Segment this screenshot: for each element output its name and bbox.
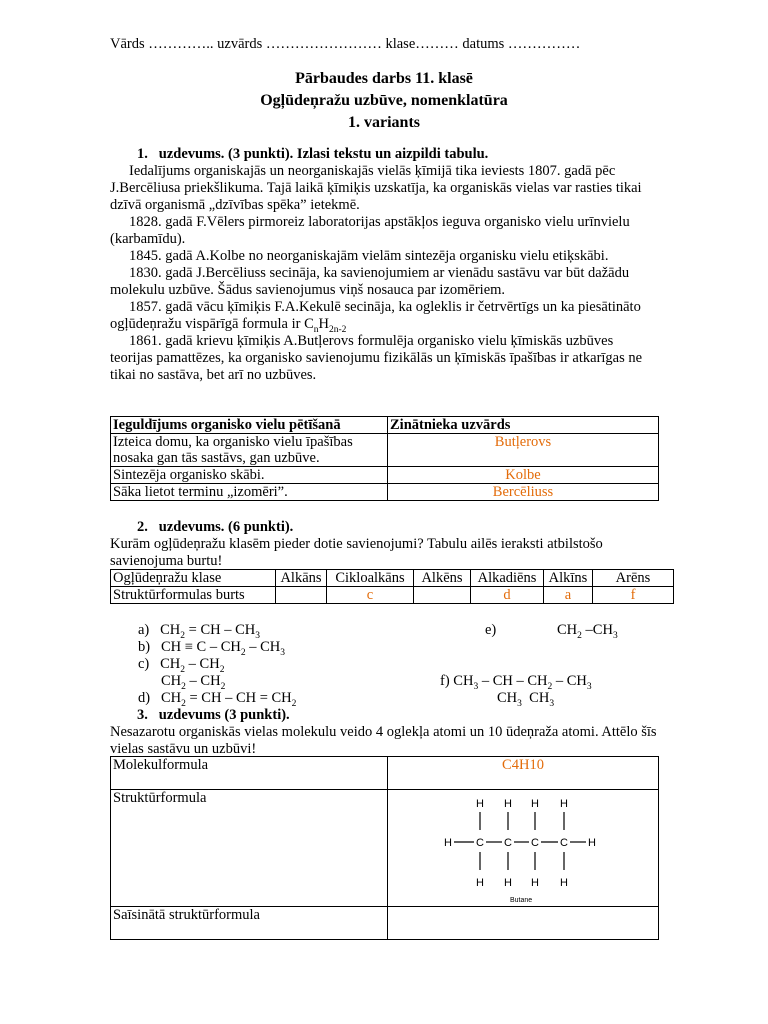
test-title-block	[0, 68, 768, 134]
class-alkyne: Alkīns	[544, 570, 593, 587]
contribution-cell: Sintezēja organisko skābi.	[111, 467, 388, 484]
task2-section	[110, 519, 658, 570]
task3-heading	[110, 707, 658, 724]
task2-row-label-class: Ogļūdeņražu klase	[111, 570, 276, 587]
class-arene: Arēns	[593, 570, 674, 587]
scientist-answer-cell[interactable]: Butļerovs	[388, 434, 659, 467]
option-f-line2: $CH_3$ $CH_3$	[497, 690, 555, 709]
task1-table-header	[111, 417, 659, 434]
atom-h: H	[504, 877, 512, 889]
task1-paragraph-5-text: 1857. gadā vācu ķīmiķis F.A.Kekulē secināja, ka ogleklis ir četrvērtīgs un ka piesātināto ogļūdeņražu vispārīgā formula ir	[110, 299, 641, 332]
test-subtitle: Ogļūdeņražu uzbūve, nomenklatūra	[260, 92, 508, 109]
atom-c: C	[476, 837, 484, 849]
contribution-cell: Izteica domu, ka organisko vielu īpašības nosaka gan tās sastāvs, gan uzbūve.	[111, 434, 388, 467]
option-b: b) CH ≡ C – $CH_2 - CH_3$	[138, 639, 286, 658]
task1-paragraph-3: 1845. gadā A.Kolbe no neorganiskajām vielām sintezēja organisku vielu etiķskābi.	[129, 248, 609, 264]
test-variant: 1. variants	[348, 114, 420, 131]
task1-paragraph-5	[110, 299, 658, 333]
task1-header-scientist: Zinātnieka uzvārds	[388, 417, 659, 434]
atom-h: H	[476, 798, 484, 810]
atom-c: C	[560, 837, 568, 849]
condensed-formula-answer[interactable]	[388, 907, 659, 940]
task1-paragraph-2: 1828. gadā F.Vēlers pirmoreiz laboratorijas apstākļos ieguva organisko vielu urīnvielu (karbamīdu).	[110, 214, 630, 247]
option-e: e) $CH_2$ $-CH_3$	[485, 622, 618, 641]
atom-h: H	[444, 837, 452, 849]
student-info-line	[110, 36, 670, 53]
task3-label-structural: Struktūrformula	[111, 790, 388, 907]
general-formula: $C_nH_{2n-2}$	[304, 316, 347, 335]
student-info-text: Vārds ………….. uzvārds …………………… klase……… datums ……………	[110, 36, 581, 52]
task1-title: uzdevums. (3 punkti). Izlasi tekstu un aizpildi tabulu.	[158, 146, 489, 162]
class-cycloalkane: Cikloalkāns	[327, 570, 414, 587]
task3-number: 3.	[137, 707, 148, 723]
task3-title: uzdevums (3 punkti).	[158, 707, 290, 723]
task2-title: uzdevums. (6 punkti).	[158, 519, 294, 535]
contribution-cell: Sāka lietot terminu „izomēri”.	[111, 484, 388, 501]
task1-paragraph-1: Iedalījums organiskajās un neorganiskajās vielās ķīmijā tika ieviests 1807. gadā pēc J.Bercēliusa priekšlikuma. Tajā laikā ķīmiķis uzskatīja, ka organiskās vielas var rasties tikai dzīvā organismā „dzīvības spēka” ietekmē.	[110, 163, 642, 213]
task3-section	[110, 707, 658, 758]
atom-h: H	[531, 877, 539, 889]
task1-header-contribution: Ieguldījums organisko vielu pētīšanā	[111, 417, 388, 434]
option-c-line2: $CH_2 - CH_2$	[161, 673, 226, 692]
table-row	[111, 484, 659, 501]
option-c: c) $CH_2 - CH_2$	[138, 656, 225, 675]
task3-row-molecular	[111, 757, 659, 790]
task3-label-molecular: Molekulformula	[111, 757, 388, 790]
class-alkene: Alkēns	[414, 570, 471, 587]
option-d: d) $CH_2$ = CH – CH = $CH_2$	[138, 690, 297, 709]
table-row	[111, 467, 659, 484]
task1-paragraph-4: 1830. gadā J.Bercēliuss secināja, ka savienojumiem ar vienādu sastāvu var būt dažādu molekulu uzbūve. Šādus savienojumus viņš nosauca par izomēriem.	[110, 265, 630, 298]
task2-answer-row	[111, 587, 674, 604]
table-row	[111, 434, 659, 467]
scientist-answer-cell[interactable]: Kolbe	[388, 467, 659, 484]
task3-row-condensed	[111, 907, 659, 940]
molecular-formula-answer[interactable]: C4H10	[388, 757, 659, 790]
option-a: a) $CH_2$ = CH – $CH_3$	[138, 622, 261, 641]
atom-h: H	[504, 798, 512, 810]
atom-c: C	[531, 837, 539, 849]
answer-alkadiene[interactable]: d	[471, 587, 544, 604]
task1-paragraph-6: 1861. gadā krievu ķīmiķis A.Butļerovs formulēja organisko vielu ķīmiskās uzbūves teorijas pamattēzes, ka organisko savienojumu fizikālās un ķīmiskās īpašības ir atkarīgas ne tikai no sastāva, bet arī no uzbūves.	[110, 333, 643, 383]
atom-h: H	[531, 798, 539, 810]
answer-arene[interactable]: f	[593, 587, 674, 604]
task1-heading	[110, 146, 658, 163]
butane-caption: Butane	[510, 897, 533, 904]
scientist-answer-cell[interactable]: Bercēliuss	[388, 484, 659, 501]
task2-heading	[110, 519, 658, 536]
answer-cycloalkane[interactable]: c	[327, 587, 414, 604]
task2-question: Kurām ogļūdeņražu klasēm pieder dotie savienojumi? Tabulu ailēs ieraksti atbilstošo savienojuma burtu!	[110, 536, 603, 569]
task2-row-label-letter: Struktūrformulas burts	[111, 587, 276, 604]
atom-c: C	[504, 837, 512, 849]
answer-alkene[interactable]	[414, 587, 471, 604]
task3-label-condensed: Saīsinātā struktūrformula	[111, 907, 388, 940]
answer-alkane[interactable]	[276, 587, 327, 604]
butane-structure-image	[436, 790, 606, 908]
class-alkadiene: Alkadiēns	[471, 570, 544, 587]
option-f: f) $CH_3$ – CH – $CH_2 - CH_3$	[440, 673, 592, 692]
task2-class-row	[111, 570, 674, 587]
answer-alkyne[interactable]: a	[544, 587, 593, 604]
atom-h: H	[560, 798, 568, 810]
task1-number: 1.	[137, 146, 148, 162]
atom-h: H	[588, 837, 596, 849]
atom-h: H	[476, 877, 484, 889]
task1-section	[110, 146, 658, 384]
task2-number: 2.	[137, 519, 148, 535]
atom-h: H	[560, 877, 568, 889]
class-alkane: Alkāns	[276, 570, 327, 587]
test-title: Pārbaudes darbs 11. klasē	[295, 70, 473, 87]
task3-text: Nesazarotu organiskās vielas molekulu veido 4 oglekļa atomi un 10 ūdeņraža atomi. Attēlo šīs vielas sastāvu un uzbūvi!	[110, 724, 657, 757]
task1-table	[110, 416, 659, 501]
task2-table	[110, 569, 674, 604]
